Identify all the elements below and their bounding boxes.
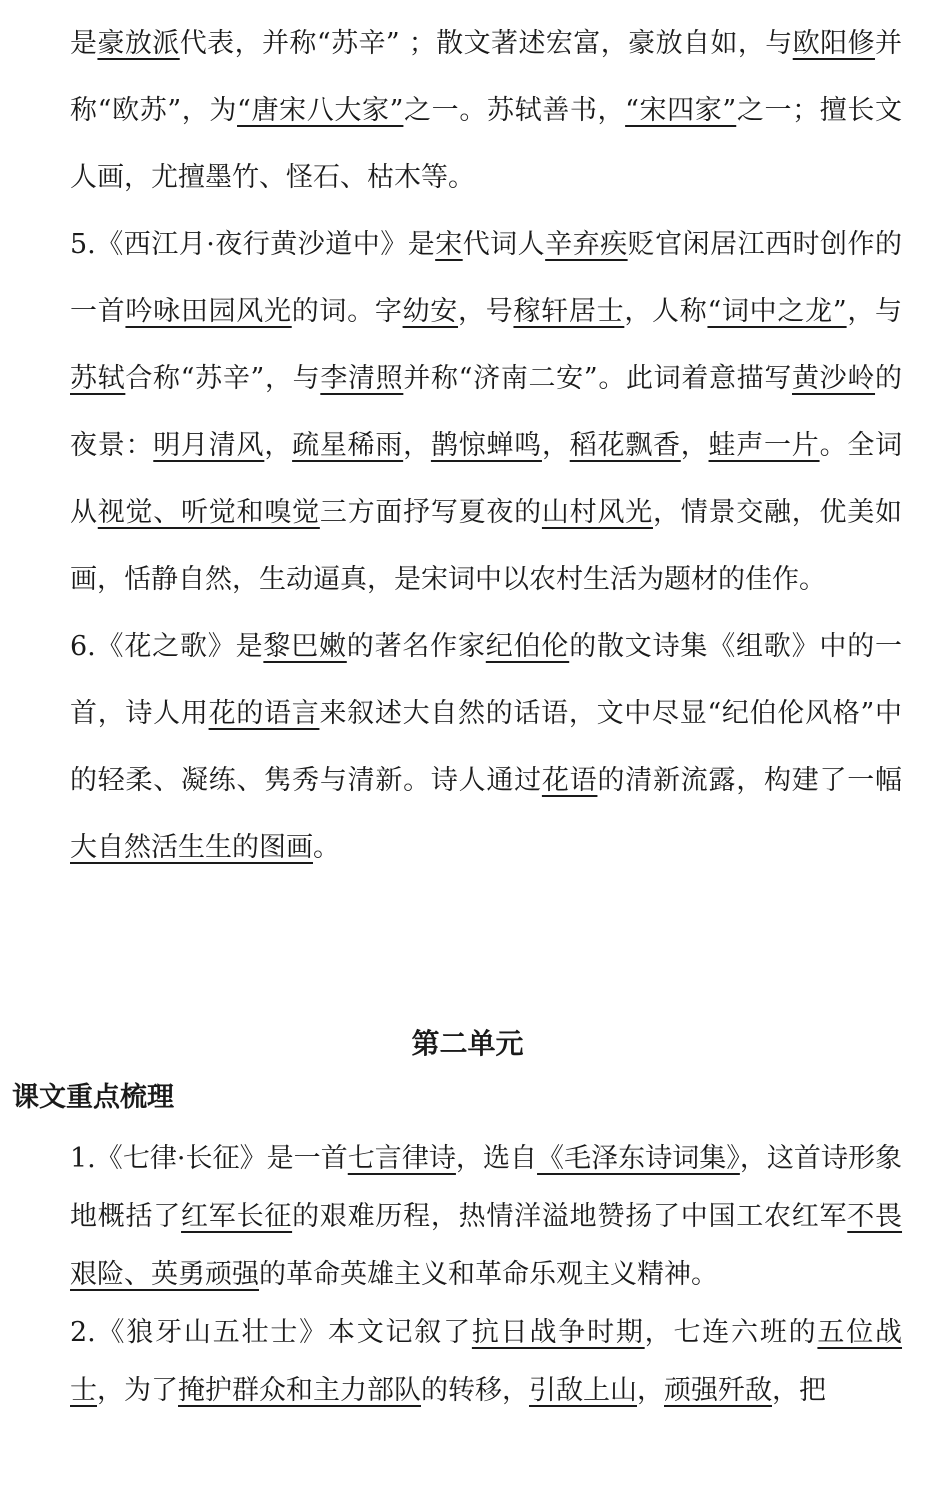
underlined-answer: 山村风光	[541, 497, 653, 528]
underlined-answer: “宋四家”	[625, 95, 737, 126]
underlined-answer: 抗日战争时期	[471, 1317, 645, 1348]
underlined-answer: 苏轼	[70, 363, 126, 394]
text-run: ，	[680, 430, 709, 461]
text-run: 1.《七律·长征》是一首	[70, 1143, 348, 1174]
underlined-answer: 掩护群众和主力部队	[178, 1375, 421, 1406]
text-run: ，这首诗形象地概括了	[70, 1143, 903, 1232]
underlined-answer: 七言律诗	[347, 1143, 456, 1174]
text-run: ，为了	[97, 1375, 178, 1406]
underlined-answer: 黄沙岭	[792, 363, 876, 394]
text-run: 合称“苏辛”，与	[125, 363, 321, 394]
text-run: 的革命英雄主义和革命乐观主义精神。	[259, 1259, 718, 1290]
text-run: 。	[313, 832, 340, 863]
section-heading: 课文重点梳理	[12, 1082, 174, 1113]
underlined-answer: 明月清风	[153, 430, 265, 461]
paragraph-qilv-changzheng	[70, 1130, 902, 1304]
text-run: 的清新流露，构建了一幅	[597, 765, 903, 796]
text-run: 来叙述大自然的话语，文中尽显“纪伯伦风格”中的轻柔、凝练、隽秀与清新。诗人通过	[70, 698, 903, 796]
underlined-answer: 宋	[435, 229, 463, 260]
underlined-answer: 欧阳修	[792, 28, 875, 59]
text-run: 是	[70, 28, 98, 59]
text-run: 的转移，	[421, 1375, 529, 1406]
unit-title: 第二单元	[411, 1027, 524, 1060]
underlined-answer: 花语	[541, 765, 598, 796]
underlined-answer: 五位战士	[70, 1317, 903, 1406]
underlined-answer: 疏星稀雨	[292, 430, 404, 461]
underlined-answer: 蛙声一片	[708, 430, 820, 461]
text-run: ，七连六班的	[644, 1317, 818, 1348]
top-paragraphs	[70, 10, 902, 881]
underlined-answer: 红军长征	[181, 1201, 293, 1232]
text-run: ，	[403, 430, 431, 461]
underlined-answer: 纪伯伦	[485, 631, 570, 662]
text-run: 5.《西江月·夜行黄沙道中》是	[70, 229, 436, 260]
text-run: 之一。苏轼善书，	[403, 95, 626, 126]
underlined-answer: 《毛泽东诗词集》	[537, 1143, 740, 1174]
underlined-answer: 黎巴嫩	[263, 631, 347, 662]
text-run: 6.《花之歌》是	[70, 631, 264, 662]
underlined-answer: 辛弃疾	[545, 229, 628, 260]
underlined-answer: “词中之龙”	[707, 296, 847, 327]
text-run: 的著名作家	[346, 631, 486, 662]
paragraph-langyashan	[70, 1304, 902, 1420]
text-run: 的词。字	[291, 296, 403, 327]
underlined-answer: 鹊惊蝉鸣	[430, 430, 542, 461]
paragraph-hua-zhi-ge	[70, 613, 902, 881]
underlined-answer: 视觉、听觉和嗅觉	[97, 497, 320, 528]
text-run: 代表，并称“苏辛” ；散文著述宏富，豪放自如，与	[179, 28, 793, 59]
text-run: ，人称	[624, 296, 708, 327]
text-run: 贬官闲居江西时创作的一首	[70, 229, 903, 327]
underlined-answer: 李清照	[320, 363, 404, 394]
underlined-answer: 引敌上山	[529, 1375, 637, 1406]
text-run: 并称“济南二安”。此词着意描写	[403, 363, 793, 394]
text-run: ，号	[458, 296, 514, 327]
paragraph-xijiangyue	[70, 211, 902, 613]
underlined-answer: 大自然活生生的图画	[70, 832, 313, 863]
underlined-answer: “唐宋八大家”	[237, 95, 404, 126]
text-run: 代词人	[462, 229, 546, 260]
text-run: 之一；擅长文人画，尤擅墨竹、怪石、枯木等。	[70, 95, 903, 193]
paragraph-su-shi-continued	[70, 10, 902, 211]
text-run: 的艰难历程，热情洋溢地赞扬了中国工农红军	[292, 1201, 848, 1232]
text-run: ，把	[772, 1375, 826, 1406]
text-run: 并称“欧苏”，为	[70, 28, 902, 126]
text-run: 的散文诗集《组歌》中的一首，诗人用	[70, 631, 903, 729]
text-run: 2.《狼牙山五壮士》本文记叙了	[70, 1317, 472, 1348]
underlined-answer: 花的语言	[208, 698, 320, 729]
bottom-paragraphs	[70, 1130, 902, 1420]
text-run: ，	[541, 430, 570, 461]
text-run: ，与	[846, 296, 903, 327]
text-run: ，情景交融，优美如画，恬静自然，生动逼真，是宋词中以农村生活为题材的佳作。	[70, 497, 903, 595]
underlined-answer: 豪放派	[97, 28, 180, 59]
text-run: ，	[264, 430, 293, 461]
underlined-answer: 不畏艰险、英勇顽强	[70, 1201, 903, 1290]
underlined-answer: 稼轩居士	[513, 296, 625, 327]
underlined-answer: 顽强歼敌	[664, 1375, 772, 1406]
underlined-answer: 吟咏田园风光	[125, 296, 292, 327]
text-run: ，选自	[455, 1143, 538, 1174]
underlined-answer: 幼安	[402, 296, 459, 327]
text-run: ，	[637, 1375, 664, 1406]
text-run: 三方面抒写夏夜的	[319, 497, 542, 528]
text-run: 的夜景：	[70, 363, 903, 461]
underlined-answer: 稻花飘香	[569, 430, 681, 461]
text-run: 。全词从	[70, 430, 903, 528]
